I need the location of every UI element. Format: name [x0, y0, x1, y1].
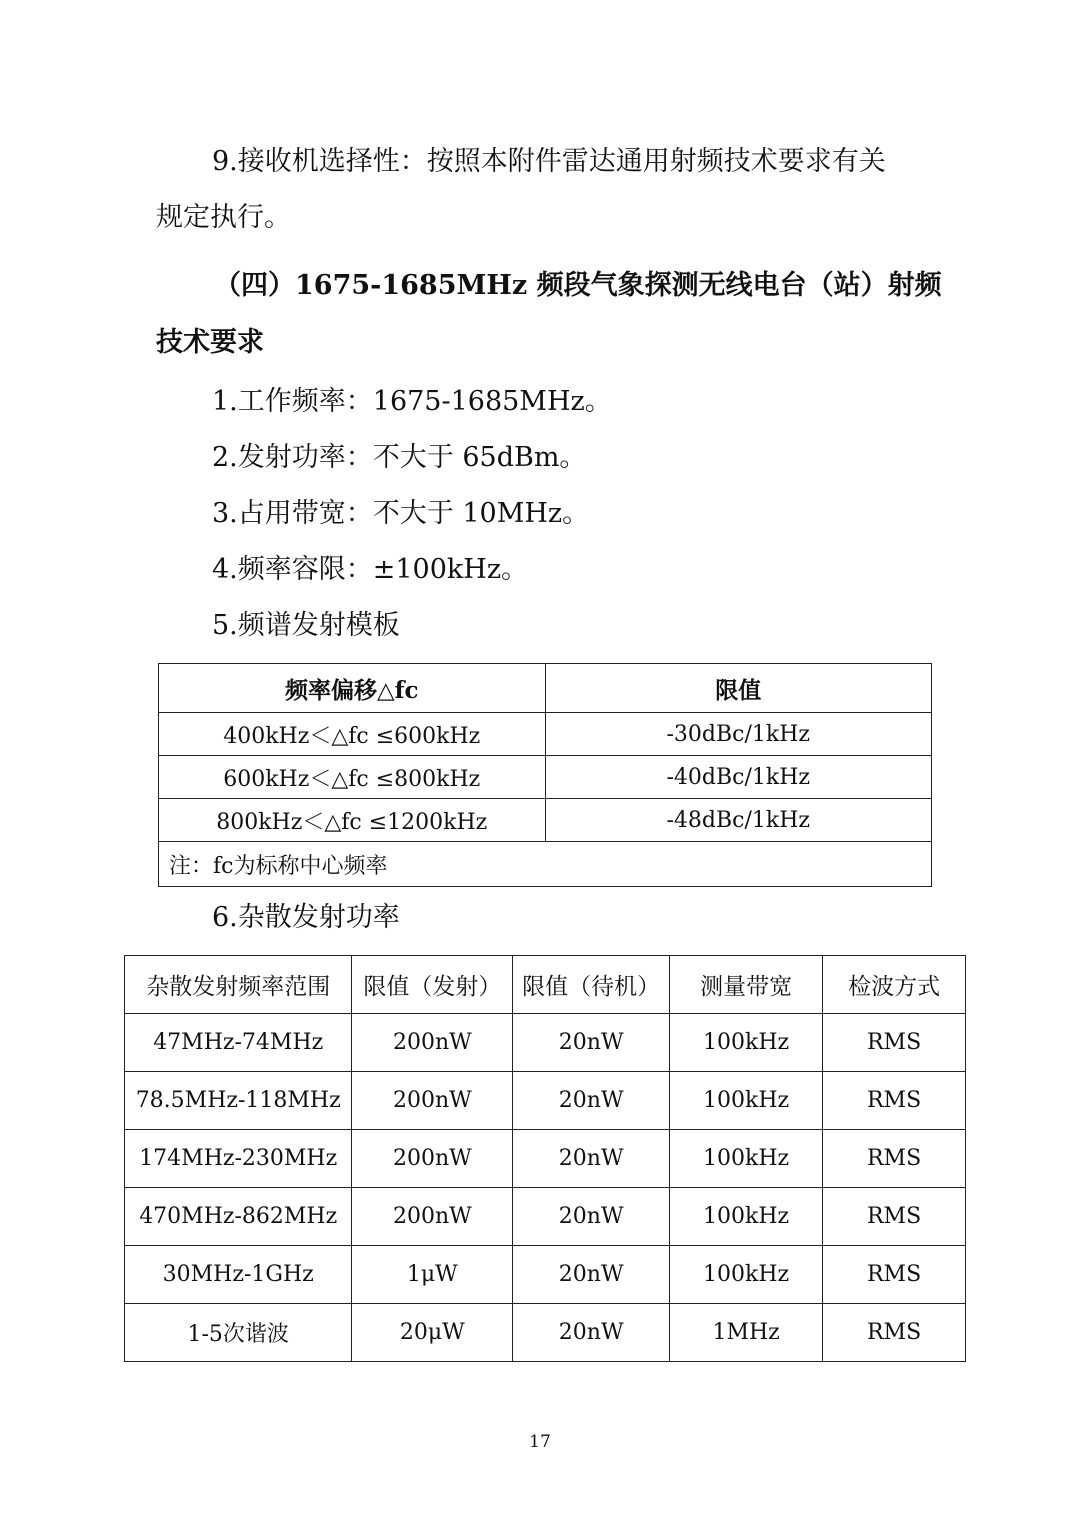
cell-limit-transmit: 200nW	[352, 1072, 513, 1130]
cell-offset: 800kHz＜△fc ≤1200kHz	[159, 799, 546, 842]
table-row	[125, 1130, 966, 1188]
table-header-row	[159, 664, 932, 713]
table-note-row	[159, 842, 932, 887]
section-heading-line2: 技术要求	[156, 327, 264, 358]
cell-limit-transmit: 20μW	[352, 1304, 513, 1362]
cell-offset: 400kHz＜△fc ≤600kHz	[159, 713, 546, 756]
cell-detection-mode: RMS	[823, 1188, 966, 1246]
cell-limit: -48dBc/1kHz	[545, 799, 932, 842]
cell-limit-standby: 20nW	[513, 1188, 670, 1246]
table-row	[159, 713, 932, 756]
table-row	[125, 1188, 966, 1246]
item9-line2: 规定执行。	[156, 202, 291, 233]
table-row	[125, 1304, 966, 1362]
section-heading-line1: （四）1675-1685MHz 频段气象探测无线电台（站）射频	[214, 270, 942, 301]
item2-transmit-power: 2.发射功率：不大于 65dBm。	[212, 442, 587, 473]
header-detection-mode: 检波方式	[823, 956, 966, 1014]
cell-frequency-range: 1-5次谐波	[125, 1304, 352, 1362]
cell-detection-mode: RMS	[823, 1014, 966, 1072]
table-row	[159, 756, 932, 799]
header-limit-transmit: 限值（发射）	[352, 956, 513, 1014]
cell-limit-standby: 20nW	[513, 1304, 670, 1362]
cell-measurement-bandwidth: 100kHz	[670, 1188, 823, 1246]
header-limit: 限值	[545, 664, 932, 713]
spectrum-mask-table	[158, 663, 932, 887]
item3-occupied-bandwidth: 3.占用带宽：不大于 10MHz。	[212, 498, 590, 529]
table-row	[125, 1246, 966, 1304]
table-note: 注：fc为标称中心频率	[159, 842, 932, 887]
cell-frequency-range: 174MHz-230MHz	[125, 1130, 352, 1188]
cell-offset: 600kHz＜△fc ≤800kHz	[159, 756, 546, 799]
cell-measurement-bandwidth: 1MHz	[670, 1304, 823, 1362]
table-row	[125, 1014, 966, 1072]
spurious-emission-table	[124, 955, 966, 1362]
table-row	[125, 1072, 966, 1130]
cell-measurement-bandwidth: 100kHz	[670, 1130, 823, 1188]
header-limit-standby: 限值（待机）	[513, 956, 670, 1014]
cell-measurement-bandwidth: 100kHz	[670, 1072, 823, 1130]
cell-measurement-bandwidth: 100kHz	[670, 1246, 823, 1304]
cell-limit-standby: 20nW	[513, 1014, 670, 1072]
cell-limit-transmit: 200nW	[352, 1130, 513, 1188]
header-frequency-range: 杂散发射频率范围	[125, 956, 352, 1014]
cell-limit-transmit: 200nW	[352, 1014, 513, 1072]
cell-detection-mode: RMS	[823, 1072, 966, 1130]
item5-spectrum-mask: 5.频谱发射模板	[212, 610, 400, 641]
item9-line1: 9.接收机选择性：按照本附件雷达通用射频技术要求有关	[212, 146, 886, 177]
cell-detection-mode: RMS	[823, 1246, 966, 1304]
item4-frequency-tolerance: 4.频率容限：±100kHz。	[212, 554, 529, 585]
cell-detection-mode: RMS	[823, 1304, 966, 1362]
cell-detection-mode: RMS	[823, 1130, 966, 1188]
item1-operating-frequency: 1.工作频率：1675-1685MHz。	[212, 386, 612, 417]
cell-limit-standby: 20nW	[513, 1130, 670, 1188]
cell-frequency-range: 78.5MHz-118MHz	[125, 1072, 352, 1130]
cell-frequency-range: 47MHz-74MHz	[125, 1014, 352, 1072]
table-row	[159, 799, 932, 842]
cell-limit-transmit: 1μW	[352, 1246, 513, 1304]
cell-frequency-range: 470MHz-862MHz	[125, 1188, 352, 1246]
header-frequency-offset: 频率偏移△fc	[159, 664, 546, 713]
cell-frequency-range: 30MHz-1GHz	[125, 1246, 352, 1304]
page-number: 17	[529, 1432, 551, 1452]
header-measurement-bandwidth: 测量带宽	[670, 956, 823, 1014]
cell-limit-transmit: 200nW	[352, 1188, 513, 1246]
cell-measurement-bandwidth: 100kHz	[670, 1014, 823, 1072]
cell-limit: -40dBc/1kHz	[545, 756, 932, 799]
cell-limit-standby: 20nW	[513, 1246, 670, 1304]
cell-limit: -30dBc/1kHz	[545, 713, 932, 756]
cell-limit-standby: 20nW	[513, 1072, 670, 1130]
item6-spurious-emission: 6.杂散发射功率	[212, 902, 400, 933]
table-header-row	[125, 956, 966, 1014]
